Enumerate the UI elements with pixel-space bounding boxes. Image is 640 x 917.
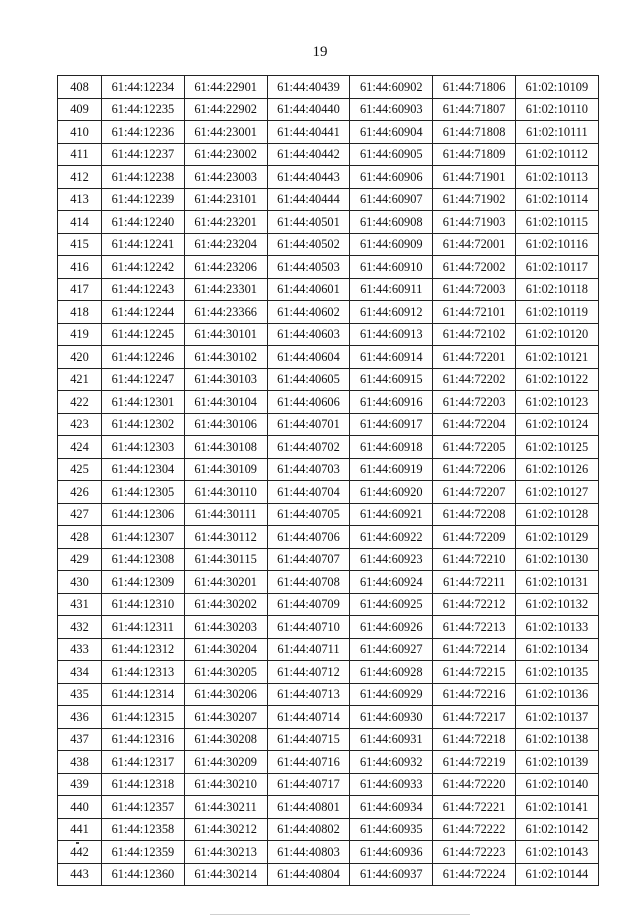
cadastral-number-cell: 61:44:40713 <box>267 683 350 706</box>
cadastral-number-cell: 61:44:12246 <box>102 346 185 369</box>
row-number-cell: 412 <box>58 166 102 189</box>
table-row <box>58 841 599 864</box>
page-number: 19 <box>312 44 328 60</box>
cadastral-number-cell: 61:44:12247 <box>102 368 185 391</box>
cadastral-number-cell: 61:44:12235 <box>102 98 185 121</box>
row-number-cell: 434 <box>58 661 102 684</box>
cadastral-number-cell: 61:44:30109 <box>184 458 267 481</box>
cadastral-number-cell: 61:44:60926 <box>350 616 433 639</box>
cadastral-number-cell: 61:02:10134 <box>515 638 598 661</box>
row-number-cell: 436 <box>58 706 102 729</box>
cadastral-number-cell: 61:44:23366 <box>184 301 267 324</box>
cadastral-number-cell: 61:44:12315 <box>102 706 185 729</box>
cadastral-number-cell: 61:44:60911 <box>350 278 433 301</box>
cadastral-number-cell: 61:44:40708 <box>267 571 350 594</box>
cadastral-number-cell: 61:02:10122 <box>515 368 598 391</box>
cadastral-number-cell: 61:44:30112 <box>184 526 267 549</box>
cadastral-number-cell: 61:44:72201 <box>433 346 516 369</box>
cadastral-number-cell: 61:44:60910 <box>350 256 433 279</box>
cadastral-number-cell: 61:44:30202 <box>184 593 267 616</box>
cadastral-number-cell: 61:44:40710 <box>267 616 350 639</box>
table-row <box>58 391 599 414</box>
table-row <box>58 413 599 436</box>
cadastral-number-cell: 61:44:60904 <box>350 121 433 144</box>
cadastral-number-cell: 61:44:12301 <box>102 391 185 414</box>
cadastral-number-cell: 61:44:12309 <box>102 571 185 594</box>
table-row <box>58 188 599 211</box>
cadastral-number-cell: 61:02:10115 <box>515 211 598 234</box>
table-row <box>58 121 599 144</box>
cadastral-number-cell: 61:44:23002 <box>184 143 267 166</box>
cadastral-number-cell: 61:44:71807 <box>433 98 516 121</box>
cadastral-number-cell: 61:44:12360 <box>102 863 185 886</box>
cadastral-number-cell: 61:44:72209 <box>433 526 516 549</box>
cadastral-number-cell: 61:44:60906 <box>350 166 433 189</box>
cadastral-number-cell: 61:44:12303 <box>102 436 185 459</box>
row-number-cell: 410 <box>58 121 102 144</box>
cadastral-number-cell: 61:44:40440 <box>267 98 350 121</box>
cadastral-number-cell: 61:44:12304 <box>102 458 185 481</box>
cadastral-number-cell: 61:44:40601 <box>267 278 350 301</box>
cadastral-number-cell: 61:44:60922 <box>350 526 433 549</box>
cadastral-number-cell: 61:02:10135 <box>515 661 598 684</box>
cadastral-number-cell: 61:02:10130 <box>515 548 598 571</box>
cadastral-number-cell: 61:44:30211 <box>184 796 267 819</box>
cadastral-number-cell: 61:44:30207 <box>184 706 267 729</box>
cadastral-number-cell: 61:44:22902 <box>184 98 267 121</box>
cadastral-number-cell: 61:44:40704 <box>267 481 350 504</box>
cadastral-number-cell: 61:44:72003 <box>433 278 516 301</box>
cadastral-number-cell: 61:44:40603 <box>267 323 350 346</box>
row-number-cell: 408 <box>58 76 102 99</box>
row-number-cell: 420 <box>58 346 102 369</box>
cadastral-number-cell: 61:44:60924 <box>350 571 433 594</box>
row-number-cell: 422 <box>58 391 102 414</box>
cadastral-number-cell: 61:44:72202 <box>433 368 516 391</box>
cadastral-number-cell: 61:44:72223 <box>433 841 516 864</box>
cadastral-number-cell: 61:44:30208 <box>184 728 267 751</box>
table-row <box>58 683 599 706</box>
table-row <box>58 98 599 121</box>
cadastral-number-cell: 61:44:40714 <box>267 706 350 729</box>
cadastral-number-cell: 61:44:72213 <box>433 616 516 639</box>
row-number-cell: 424 <box>58 436 102 459</box>
cadastral-number-cell: 61:02:10143 <box>515 841 598 864</box>
cadastral-number-cell: 61:44:60912 <box>350 301 433 324</box>
row-number-cell: 435 <box>58 683 102 706</box>
cadastral-number-cell: 61:44:40605 <box>267 368 350 391</box>
cadastral-number-cell: 61:44:72204 <box>433 413 516 436</box>
cadastral-number-cell: 61:44:40703 <box>267 458 350 481</box>
scan-mark <box>76 842 79 844</box>
table-row <box>58 143 599 166</box>
row-number-cell: 413 <box>58 188 102 211</box>
cadastral-number-cell: 61:44:30111 <box>184 503 267 526</box>
table-row <box>58 436 599 459</box>
cadastral-number-cell: 61:02:10110 <box>515 98 598 121</box>
cadastral-number-cell: 61:02:10141 <box>515 796 598 819</box>
cadastral-number-cell: 61:02:10124 <box>515 413 598 436</box>
cadastral-number-cell: 61:44:12307 <box>102 526 185 549</box>
cadastral-number-cell: 61:44:30205 <box>184 661 267 684</box>
cadastral-number-cell: 61:44:40602 <box>267 301 350 324</box>
cadastral-number-cell: 61:44:23206 <box>184 256 267 279</box>
cadastral-number-cell: 61:44:60932 <box>350 751 433 774</box>
cadastral-number-cell: 61:44:60927 <box>350 638 433 661</box>
cadastral-number-cell: 61:44:40443 <box>267 166 350 189</box>
table-row <box>58 76 599 99</box>
cadastral-number-cell: 61:44:72203 <box>433 391 516 414</box>
cadastral-number-cell: 61:44:30201 <box>184 571 267 594</box>
cadastral-number-cell: 61:44:60929 <box>350 683 433 706</box>
cadastral-number-cell: 61:02:10129 <box>515 526 598 549</box>
cadastral-number-cell: 61:44:60935 <box>350 818 433 841</box>
cadastral-number-cell: 61:44:12241 <box>102 233 185 256</box>
cadastral-number-cell: 61:44:72216 <box>433 683 516 706</box>
cadastral-number-cell: 61:44:72220 <box>433 773 516 796</box>
cadastral-number-cell: 61:44:40716 <box>267 751 350 774</box>
cadastral-number-cell: 61:44:12240 <box>102 211 185 234</box>
cadastral-number-cell: 61:44:60917 <box>350 413 433 436</box>
cadastral-number-cell: 61:44:23201 <box>184 211 267 234</box>
table-row <box>58 481 599 504</box>
cadastral-number-cell: 61:44:72205 <box>433 436 516 459</box>
cadastral-number-cell: 61:02:10133 <box>515 616 598 639</box>
cadastral-number-cell: 61:44:40701 <box>267 413 350 436</box>
cadastral-number-cell: 61:44:40709 <box>267 593 350 616</box>
cadastral-number-cell: 61:44:12314 <box>102 683 185 706</box>
cadastral-number-cell: 61:44:40803 <box>267 841 350 864</box>
cadastral-number-cell: 61:44:60920 <box>350 481 433 504</box>
cadastral-number-cell: 61:44:12302 <box>102 413 185 436</box>
cadastral-number-cell: 61:02:10136 <box>515 683 598 706</box>
cadastral-number-cell: 61:02:10138 <box>515 728 598 751</box>
cadastral-number-cell: 61:02:10119 <box>515 301 598 324</box>
cadastral-number-cell: 61:44:40715 <box>267 728 350 751</box>
cadastral-number-cell: 61:44:60928 <box>350 661 433 684</box>
cadastral-number-cell: 61:44:12236 <box>102 121 185 144</box>
cadastral-number-cell: 61:44:40712 <box>267 661 350 684</box>
table-row <box>58 796 599 819</box>
row-number-cell: 432 <box>58 616 102 639</box>
cadastral-number-cell: 61:44:71808 <box>433 121 516 144</box>
table-row <box>58 301 599 324</box>
cadastral-number-cell: 61:44:40802 <box>267 818 350 841</box>
row-number-cell: 417 <box>58 278 102 301</box>
cadastral-number-cell: 61:44:30115 <box>184 548 267 571</box>
table-row <box>58 593 599 616</box>
cadastral-number-cell: 61:44:40711 <box>267 638 350 661</box>
cadastral-number-cell: 61:44:72217 <box>433 706 516 729</box>
cadastral-number-cell: 61:44:30103 <box>184 368 267 391</box>
cadastral-number-cell: 61:44:12306 <box>102 503 185 526</box>
cadastral-number-cell: 61:44:60925 <box>350 593 433 616</box>
table-row <box>58 751 599 774</box>
cadastral-number-cell: 61:44:60916 <box>350 391 433 414</box>
cadastral-number-cell: 61:44:71806 <box>433 76 516 99</box>
cadastral-number-cell: 61:44:23003 <box>184 166 267 189</box>
cadastral-number-cell: 61:02:10118 <box>515 278 598 301</box>
row-number-cell: 438 <box>58 751 102 774</box>
table-row <box>58 728 599 751</box>
cadastral-number-cell: 61:02:10131 <box>515 571 598 594</box>
cadastral-number-cell: 61:02:10116 <box>515 233 598 256</box>
cadastral-number-cell: 61:44:23301 <box>184 278 267 301</box>
cadastral-number-cell: 61:44:40444 <box>267 188 350 211</box>
cadastral-number-cell: 61:02:10126 <box>515 458 598 481</box>
row-number-cell: 418 <box>58 301 102 324</box>
cadastral-number-cell: 61:44:40705 <box>267 503 350 526</box>
row-number-cell: 415 <box>58 233 102 256</box>
row-number-cell: 409 <box>58 98 102 121</box>
cadastral-number-cell: 61:44:23204 <box>184 233 267 256</box>
cadastral-number-cell: 61:44:72224 <box>433 863 516 886</box>
cadastral-number-cell: 61:44:30110 <box>184 481 267 504</box>
cadastral-number-cell: 61:44:30108 <box>184 436 267 459</box>
row-number-cell: 440 <box>58 796 102 819</box>
cadastral-number-cell: 61:44:40606 <box>267 391 350 414</box>
cadastral-number-cell: 61:44:60907 <box>350 188 433 211</box>
cadastral-number-cell: 61:44:72002 <box>433 256 516 279</box>
cadastral-number-cell: 61:02:10137 <box>515 706 598 729</box>
cadastral-number-cell: 61:44:12234 <box>102 76 185 99</box>
table-row <box>58 661 599 684</box>
cadastral-number-cell: 61:02:10132 <box>515 593 598 616</box>
cadastral-number-cell: 61:44:72215 <box>433 661 516 684</box>
row-number-cell: 411 <box>58 143 102 166</box>
cadastral-number-cell: 61:44:40804 <box>267 863 350 886</box>
cadastral-number-cell: 61:44:30102 <box>184 346 267 369</box>
cadastral-number-cell: 61:02:10140 <box>515 773 598 796</box>
table-row <box>58 863 599 886</box>
row-number-cell: 433 <box>58 638 102 661</box>
table-row <box>58 233 599 256</box>
cadastral-number-cell: 61:44:40604 <box>267 346 350 369</box>
cadastral-number-cell: 61:44:40717 <box>267 773 350 796</box>
cadastral-number-cell: 61:44:71903 <box>433 211 516 234</box>
cadastral-number-cell: 61:44:72211 <box>433 571 516 594</box>
cadastral-number-cell: 61:44:12317 <box>102 751 185 774</box>
cadastral-number-cell: 61:44:12239 <box>102 188 185 211</box>
row-number-cell: 437 <box>58 728 102 751</box>
row-number-cell: 443 <box>58 863 102 886</box>
cadastral-number-cell: 61:44:40441 <box>267 121 350 144</box>
cadastral-number-cell: 61:44:60934 <box>350 796 433 819</box>
cadastral-number-cell: 61:44:23101 <box>184 188 267 211</box>
cadastral-number-cell: 61:02:10109 <box>515 76 598 99</box>
row-number-cell: 426 <box>58 481 102 504</box>
row-number-cell: 423 <box>58 413 102 436</box>
cadastral-number-cell: 61:44:72222 <box>433 818 516 841</box>
cadastral-number-cell: 61:44:40503 <box>267 256 350 279</box>
table-row <box>58 458 599 481</box>
cadastral-number-cell: 61:44:12358 <box>102 818 185 841</box>
cadastral-number-cell: 61:44:60914 <box>350 346 433 369</box>
cadastral-number-cell: 61:44:12305 <box>102 481 185 504</box>
cadastral-number-cell: 61:44:40801 <box>267 796 350 819</box>
cadastral-number-cell: 61:02:10120 <box>515 323 598 346</box>
cadastral-numbers-table <box>57 75 599 886</box>
cadastral-number-cell: 61:44:72102 <box>433 323 516 346</box>
cadastral-number-cell: 61:44:12237 <box>102 143 185 166</box>
cadastral-number-cell: 61:44:30104 <box>184 391 267 414</box>
cadastral-number-cell: 61:02:10144 <box>515 863 598 886</box>
cadastral-number-cell: 61:44:23001 <box>184 121 267 144</box>
cadastral-number-cell: 61:44:60937 <box>350 863 433 886</box>
row-number-cell: 416 <box>58 256 102 279</box>
scan-line <box>210 914 470 915</box>
row-number-cell: 442 <box>58 841 102 864</box>
cadastral-number-cell: 61:44:12238 <box>102 166 185 189</box>
table-row <box>58 166 599 189</box>
cadastral-number-cell: 61:44:12242 <box>102 256 185 279</box>
cadastral-number-cell: 61:44:30209 <box>184 751 267 774</box>
table-row <box>58 368 599 391</box>
cadastral-number-cell: 61:44:12312 <box>102 638 185 661</box>
cadastral-number-cell: 61:44:72214 <box>433 638 516 661</box>
table-row <box>58 818 599 841</box>
row-number-cell: 429 <box>58 548 102 571</box>
cadastral-number-cell: 61:44:72212 <box>433 593 516 616</box>
cadastral-number-cell: 61:44:71902 <box>433 188 516 211</box>
cadastral-number-cell: 61:44:72221 <box>433 796 516 819</box>
cadastral-number-cell: 61:02:10121 <box>515 346 598 369</box>
row-number-cell: 421 <box>58 368 102 391</box>
cadastral-number-cell: 61:44:12244 <box>102 301 185 324</box>
table-row <box>58 278 599 301</box>
cadastral-number-cell: 61:44:71809 <box>433 143 516 166</box>
table-row <box>58 526 599 549</box>
cadastral-number-cell: 61:02:10142 <box>515 818 598 841</box>
cadastral-number-cell: 61:02:10139 <box>515 751 598 774</box>
table-row <box>58 256 599 279</box>
table-body <box>58 76 599 886</box>
cadastral-number-cell: 61:44:30101 <box>184 323 267 346</box>
cadastral-number-cell: 61:44:40706 <box>267 526 350 549</box>
cadastral-number-cell: 61:44:72218 <box>433 728 516 751</box>
cadastral-number-cell: 61:44:40502 <box>267 233 350 256</box>
cadastral-number-cell: 61:44:12316 <box>102 728 185 751</box>
cadastral-number-cell: 61:44:40702 <box>267 436 350 459</box>
cadastral-number-cell: 61:44:72208 <box>433 503 516 526</box>
cadastral-number-cell: 61:44:60902 <box>350 76 433 99</box>
cadastral-number-cell: 61:44:72206 <box>433 458 516 481</box>
cadastral-number-cell: 61:02:10117 <box>515 256 598 279</box>
cadastral-number-cell: 61:44:60918 <box>350 436 433 459</box>
cadastral-number-cell: 61:44:12311 <box>102 616 185 639</box>
row-number-cell: 414 <box>58 211 102 234</box>
cadastral-number-cell: 61:44:60908 <box>350 211 433 234</box>
table-row <box>58 773 599 796</box>
cadastral-number-cell: 61:44:60933 <box>350 773 433 796</box>
cadastral-number-cell: 61:44:12308 <box>102 548 185 571</box>
table-row <box>58 323 599 346</box>
row-number-cell: 427 <box>58 503 102 526</box>
row-number-cell: 419 <box>58 323 102 346</box>
row-number-cell: 441 <box>58 818 102 841</box>
cadastral-number-cell: 61:44:12243 <box>102 278 185 301</box>
cadastral-number-cell: 61:02:10114 <box>515 188 598 211</box>
cadastral-number-cell: 61:44:72207 <box>433 481 516 504</box>
row-number-cell: 431 <box>58 593 102 616</box>
cadastral-number-cell: 61:02:10111 <box>515 121 598 144</box>
table-row <box>58 211 599 234</box>
cadastral-number-cell: 61:44:60930 <box>350 706 433 729</box>
cadastral-number-cell: 61:44:60936 <box>350 841 433 864</box>
cadastral-number-cell: 61:44:12357 <box>102 796 185 819</box>
cadastral-number-cell: 61:02:10127 <box>515 481 598 504</box>
cadastral-number-cell: 61:02:10113 <box>515 166 598 189</box>
cadastral-number-cell: 61:44:60915 <box>350 368 433 391</box>
cadastral-number-cell: 61:44:30214 <box>184 863 267 886</box>
table-row <box>58 346 599 369</box>
cadastral-number-cell: 61:44:30106 <box>184 413 267 436</box>
cadastral-number-cell: 61:02:10123 <box>515 391 598 414</box>
cadastral-number-cell: 61:44:22901 <box>184 76 267 99</box>
cadastral-number-cell: 61:44:30206 <box>184 683 267 706</box>
row-number-cell: 428 <box>58 526 102 549</box>
cadastral-number-cell: 61:44:30203 <box>184 616 267 639</box>
cadastral-number-cell: 61:02:10112 <box>515 143 598 166</box>
cadastral-number-cell: 61:44:71901 <box>433 166 516 189</box>
cadastral-number-cell: 61:44:72210 <box>433 548 516 571</box>
cadastral-number-cell: 61:44:60903 <box>350 98 433 121</box>
cadastral-number-cell: 61:44:60905 <box>350 143 433 166</box>
row-number-cell: 439 <box>58 773 102 796</box>
cadastral-number-cell: 61:44:72001 <box>433 233 516 256</box>
cadastral-number-cell: 61:44:60923 <box>350 548 433 571</box>
table-row <box>58 638 599 661</box>
cadastral-number-cell: 61:44:12318 <box>102 773 185 796</box>
cadastral-number-cell: 61:44:30213 <box>184 841 267 864</box>
cadastral-number-cell: 61:44:40501 <box>267 211 350 234</box>
cadastral-number-cell: 61:44:12359 <box>102 841 185 864</box>
cadastral-number-cell: 61:44:30210 <box>184 773 267 796</box>
cadastral-number-cell: 61:02:10125 <box>515 436 598 459</box>
cadastral-number-cell: 61:44:72101 <box>433 301 516 324</box>
cadastral-number-cell: 61:44:40442 <box>267 143 350 166</box>
cadastral-number-cell: 61:44:60921 <box>350 503 433 526</box>
table-row <box>58 706 599 729</box>
table-row <box>58 548 599 571</box>
cadastral-number-cell: 61:44:40439 <box>267 76 350 99</box>
cadastral-number-cell: 61:44:12310 <box>102 593 185 616</box>
cadastral-number-cell: 61:44:60913 <box>350 323 433 346</box>
cadastral-number-cell: 61:44:12313 <box>102 661 185 684</box>
cadastral-number-cell: 61:44:60919 <box>350 458 433 481</box>
table-row <box>58 616 599 639</box>
cadastral-number-cell: 61:44:60931 <box>350 728 433 751</box>
cadastral-number-cell: 61:44:30212 <box>184 818 267 841</box>
row-number-cell: 425 <box>58 458 102 481</box>
cadastral-number-cell: 61:44:30204 <box>184 638 267 661</box>
cadastral-number-cell: 61:02:10128 <box>515 503 598 526</box>
cadastral-number-cell: 61:44:60909 <box>350 233 433 256</box>
cadastral-number-cell: 61:44:12245 <box>102 323 185 346</box>
table-row <box>58 503 599 526</box>
table-row <box>58 571 599 594</box>
cadastral-number-cell: 61:44:72219 <box>433 751 516 774</box>
cadastral-number-cell: 61:44:40707 <box>267 548 350 571</box>
row-number-cell: 430 <box>58 571 102 594</box>
